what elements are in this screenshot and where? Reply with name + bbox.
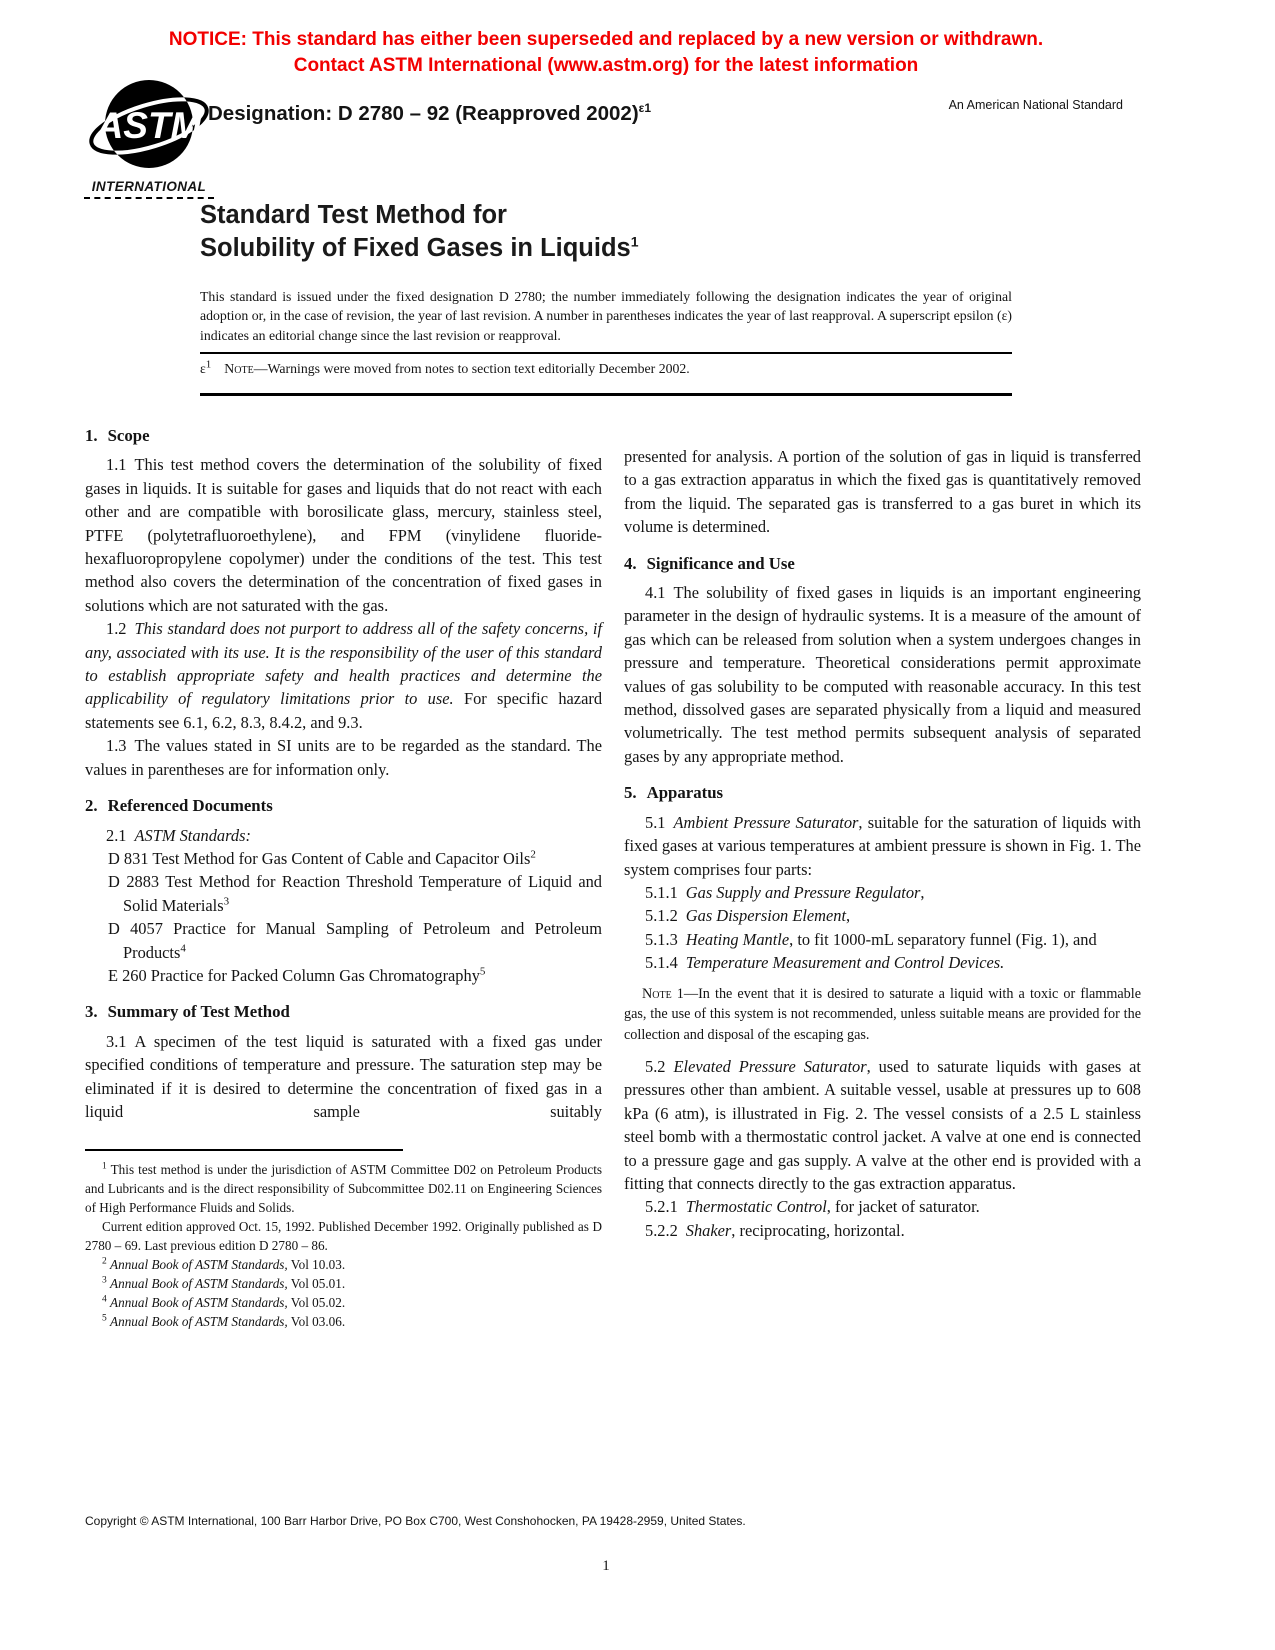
para-italic-text: Ambient Pressure Saturator [673, 812, 859, 832]
reference-item [108, 917, 602, 964]
para-text: The values stated in SI units are to be regarded as the standard. The values in parentheses are for information only. [85, 736, 602, 779]
footnote-italic-text: Annual Book of ASTM Standards, [110, 1314, 288, 1330]
para-number: 5.2.2 [645, 1220, 678, 1240]
epsilon-superscript: 1 [205, 358, 212, 371]
reference-text: D 831 Test Method for Gas Content of Cable and Capacitor Oils [108, 848, 531, 868]
para-number: 4.1 [645, 583, 666, 603]
left-column [85, 424, 602, 1331]
para-number: 5.2.1 [645, 1197, 678, 1217]
para-italic-text: Gas Dispersion Element [685, 906, 847, 926]
title-line-1: Standard Test Method for [200, 201, 507, 229]
reference-text: D 4057 Practice for Manual Sampling of Petroleum and Petroleum Products [108, 919, 602, 962]
designation-text [208, 102, 651, 126]
para-number: 1.2 [106, 619, 127, 639]
footnote-text: This test method is under the jurisdiction of ASTM Committee D02 on Petroleum Products and Lubricants and is the direct responsibility of Subcommittee D02.11 on Engineering Sciences of High Performance Fluids and Solids. [85, 1162, 603, 1216]
para-italic-text: Thermostatic Control [685, 1197, 827, 1217]
paragraph-2-1 [85, 824, 602, 847]
note-1 [624, 984, 1141, 1046]
footnote-text: Current edition approved Oct. 15, 1992. Published December 1992. Originally published as D 2780 – 69. Last previous edition D 2780 – 86. [85, 1219, 602, 1254]
reference-text: E 260 Practice for Packed Column Gas Chromatography [108, 965, 480, 985]
section-title: Referenced Documents [107, 796, 273, 816]
footnote-marker: 3 [102, 1275, 107, 1286]
para-number: 5.2 [645, 1056, 666, 1076]
footnote-1-continued [85, 1217, 602, 1255]
page-title [200, 199, 639, 265]
note-text: —In the event that it is desired to saturate a liquid with a toxic or flammable gas, the use of this system is not recommended, unless suitable means are provided for the collection and disposal of the escaping gas. [624, 985, 1142, 1044]
national-standard-label: An American National Standard [948, 98, 1123, 112]
designation-superscript: ε1 [638, 101, 652, 116]
para-number: 3.1 [106, 1031, 127, 1051]
paragraph-3-1-continued: presented for analysis. A portion of the solution of gas in liquid is transferred to a gas extraction apparatus in which the fixed gas is quantitatively removed from the liquid. The separated gas is transferred to a gas buret in which its volume is determined. [624, 447, 1141, 537]
para-text: , [920, 882, 925, 902]
designation-label: Designation: D 2780 – 92 (Reapproved 2002) [208, 102, 639, 125]
section-title: Scope [107, 426, 150, 445]
footnote-4 [85, 1293, 602, 1312]
section-number: 4. [624, 553, 637, 573]
footnote-marker: 1 [102, 1161, 107, 1172]
paragraph-1-1 [85, 453, 602, 617]
body-columns [85, 424, 1141, 1331]
paragraph-5-1-3 [624, 928, 1141, 951]
page-number: 1 [602, 1558, 610, 1574]
footnote-2 [85, 1255, 602, 1274]
para-text: , [846, 906, 851, 926]
footnote-5 [85, 1312, 602, 1331]
para-text: , suitable for the saturation of liquids with fixed gases at various temperatures at ambient pressure is shown in Fig. 1. The system comprises four parts: [624, 812, 1142, 879]
paragraph-5-1-2 [624, 904, 1141, 927]
para-number: 1.3 [106, 736, 127, 756]
footnote-marker: 5 [102, 1313, 107, 1324]
note-label: Note 1 [642, 985, 684, 1002]
note-text: —Warnings were moved from notes to section text editorially December 2002. [253, 361, 690, 376]
section-4-heading [624, 552, 1141, 575]
footnote-1 [85, 1160, 602, 1217]
logo-international-label: INTERNATIONAL [84, 179, 214, 199]
section-number: 3. [85, 1002, 98, 1022]
header-rule-bottom [200, 393, 1012, 396]
reference-footnote-marker: 4 [180, 942, 186, 955]
footnote-text: Vol 05.01. [287, 1276, 346, 1292]
para-number: 2.1 [106, 825, 127, 845]
para-italic-text: Elevated Pressure Saturator [673, 1056, 867, 1076]
title-footnote-marker: 1 [630, 233, 639, 250]
para-text: , for jacket of saturator. [826, 1197, 980, 1217]
section-1-heading [85, 424, 602, 447]
section-title: Significance and Use [646, 553, 795, 573]
issuance-paragraph: This standard is issued under the fixed designation D 2780; the number immediately following the designation indicates the year of original adoption or, in the case of revision, the year of last revision. A number in parentheses indicates the year of last reapproval. A superscript epsilon (ε) indicates an editorial change since the last revision or reapproval. [200, 289, 1012, 343]
section-2-heading [85, 794, 602, 817]
reference-text: D 2883 Test Method for Reaction Threshold Temperature of Liquid and Solid Materials [108, 872, 602, 915]
notice-line-2: Contact ASTM International (www.astm.org) for the latest information [293, 55, 919, 76]
paragraph-5-2-2 [624, 1219, 1141, 1242]
footnotes-block [85, 1149, 602, 1331]
para-text: A specimen of the test liquid is saturated with a fixed gas under specified conditions of temperature and pressure. The saturation step may be eliminated if it is desired to determine the concentration of fixed gas in a liquid sample suitably [85, 1031, 602, 1121]
epsilon-symbol: ε [200, 361, 206, 376]
para-number: 5.1 [645, 812, 666, 832]
para-number: 5.1.4 [645, 953, 678, 973]
para-text: For specific hazard statements see 6.1, 6.2, 8.3, 8.4.2, and 9.3. [85, 689, 603, 732]
notice-banner [0, 27, 1212, 79]
note-label: Note [224, 361, 254, 376]
reference-footnote-marker: 2 [530, 848, 536, 861]
para-text: The solubility of fixed gases in liquids is an important engineering parameter in the design of hydraulic systems. It is a measure of the amount of gas which can be released from solution when a system undergoes changes in pressure and temperature. Theoretical considerations permit approximate values of gas solubility to be computed with reasonable accuracy. In this test method, dissolved gases are separated physically from a liquid and measured volumetrically. The test method permits subsequent analysis of separated gases by any appropriate method. [624, 583, 1141, 766]
footnote-marker: 4 [102, 1294, 107, 1305]
header-rule-top [200, 352, 1012, 354]
footnote-marker: 2 [102, 1256, 107, 1267]
para-text: This test method covers the determination of the solubility of fixed gases in liquids. It is suitable for gases and liquids that do not react with each other and are compatible with borosilicate glass, mercury, stainless steel, PTFE (polytetrafluoroethylene), and FPM (vinylidene fluoride-hexafluoropropylene copolymer) under the conditions of the test. This test method also covers the determination of the concentration of fixed gases in solutions which are not saturated with the gas. [85, 455, 602, 615]
footnote-text: Vol 05.02. [287, 1295, 346, 1311]
para-number: 5.1.2 [645, 906, 678, 926]
reference-footnote-marker: 5 [479, 965, 486, 978]
footnote-3 [85, 1274, 602, 1293]
footnote-italic-text: Annual Book of ASTM Standards, [110, 1295, 288, 1311]
section-number: 1. [85, 426, 98, 445]
para-number: 5.1.1 [645, 882, 678, 902]
section-number: 2. [85, 796, 98, 816]
copyright-line: Copyright © ASTM International, 100 Barr Harbor Drive, PO Box C700, West Conshohocken, PA 19428-2959, United States. [85, 1514, 746, 1528]
para-italic-text: Gas Supply and Pressure Regulator [685, 882, 921, 902]
notice-line-1: NOTICE: This standard has either been superseded and replaced by a new version or withdrawn. [168, 29, 1044, 50]
paragraph-5-1-1 [624, 881, 1141, 904]
paragraph-5-2 [624, 1055, 1141, 1195]
para-italic-text: Shaker [685, 1220, 732, 1240]
reference-item [108, 870, 602, 917]
editorial-note [200, 358, 1012, 377]
paragraph-1-3 [85, 734, 602, 781]
paragraph-5-1-4 [624, 951, 1141, 974]
section-title: Apparatus [646, 783, 724, 803]
reference-footnote-marker: 3 [223, 895, 230, 908]
para-italic-text: ASTM Standards: [134, 825, 251, 845]
section-3-heading [85, 1000, 602, 1023]
footnote-italic-text: Annual Book of ASTM Standards, [110, 1257, 288, 1273]
footnote-text: Vol 03.06. [287, 1314, 346, 1330]
section-title: Summary of Test Method [107, 1002, 290, 1022]
paragraph-4-1 [624, 581, 1141, 768]
para-italic-text: This standard does not purport to address all of the safety concerns, if any, associated with its use. It is the responsibility of the user of this standard to establish appropriate safety and health practices and determine the applicability of regulatory limitations prior to use. [85, 619, 602, 709]
paragraph-3-1 [85, 1030, 602, 1124]
reference-item [108, 964, 602, 987]
para-italic-text: Heating Mantle [685, 929, 790, 949]
paragraph-5-2-1 [624, 1195, 1141, 1218]
section-number: 5. [624, 783, 637, 803]
para-text: , used to saturate liquids with gases at pressures other than ambient. A suitable vessel, usable at pressures up to 608 kPa (6 atm), is illustrated in Fig. 2. The vessel consists of a 2.5 L stainless steel bomb with a thermostatic control jacket. A valve at one end is connected to a pressure gage and gas supply. A valve at the other end is provided with a fitting that connects directly to the gas extraction apparatus. [624, 1056, 1141, 1193]
astm-globe-icon [85, 74, 213, 178]
para-italic-text: Temperature Measurement and Control Devices. [685, 953, 1005, 973]
reference-item [108, 847, 602, 870]
footnote-italic-text: Annual Book of ASTM Standards, [110, 1276, 288, 1292]
para-number: 1.1 [106, 455, 127, 475]
para-number: 5.1.3 [645, 929, 678, 949]
para-text: , reciprocating, horizontal. [731, 1220, 905, 1240]
title-line-2: Solubility of Fixed Gases in Liquids [200, 234, 631, 262]
astm-logo [84, 74, 214, 199]
section-5-heading [624, 781, 1141, 804]
right-column [624, 424, 1141, 1331]
logo-astm-text: ASTM [96, 105, 202, 146]
paragraph-1-2 [85, 617, 602, 734]
paragraph-5-1 [624, 811, 1141, 881]
footnote-text: Vol 10.03. [287, 1257, 346, 1273]
footnote-rule [85, 1149, 403, 1151]
para-text: , to fit 1000-mL separatory funnel (Fig. 1), and [789, 929, 1097, 949]
